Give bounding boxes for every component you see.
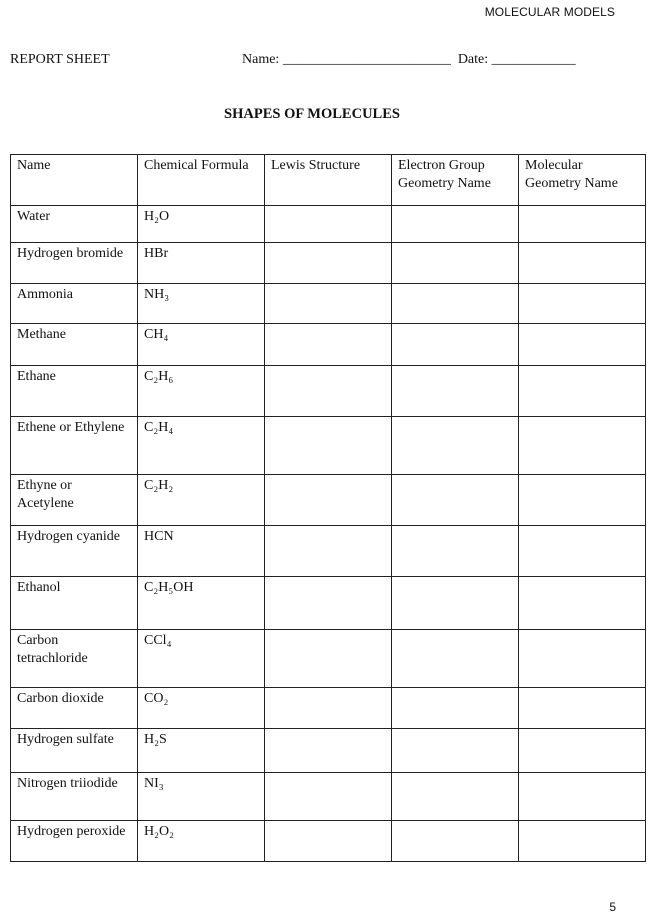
chemical-formula-cell: C₂H₆ bbox=[138, 366, 265, 417]
molecule-name-cell: Water bbox=[11, 206, 138, 243]
molecular-geometry-cell[interactable] bbox=[519, 324, 646, 366]
chemical-formula-cell: CH₄ bbox=[138, 324, 265, 366]
electron-geometry-cell[interactable] bbox=[392, 206, 519, 243]
electron-geometry-cell[interactable] bbox=[392, 821, 519, 862]
table-row bbox=[11, 475, 646, 526]
chemical-formula-cell: CO₂ bbox=[138, 688, 265, 729]
table-row bbox=[11, 284, 646, 324]
electron-geometry-cell[interactable] bbox=[392, 284, 519, 324]
molecule-name-cell: Ethane bbox=[11, 366, 138, 417]
molecule-name-cell: Hydrogen sulfate bbox=[11, 729, 138, 773]
molecule-name-cell: Ethyne or Acetylene bbox=[11, 475, 138, 526]
lewis-structure-cell[interactable] bbox=[265, 821, 392, 862]
chemical-formula-cell: CCl₄ bbox=[138, 630, 265, 688]
molecule-name-cell: Carbon dioxide bbox=[11, 688, 138, 729]
table-row bbox=[11, 366, 646, 417]
electron-geometry-cell[interactable] bbox=[392, 729, 519, 773]
lewis-structure-cell[interactable] bbox=[265, 729, 392, 773]
electron-geometry-cell[interactable] bbox=[392, 688, 519, 729]
column-header-molecular-geometry: Molecular Geometry Name bbox=[519, 155, 646, 206]
molecular-geometry-cell[interactable] bbox=[519, 284, 646, 324]
lewis-structure-cell[interactable] bbox=[265, 206, 392, 243]
chemical-formula-cell: NH₃ bbox=[138, 284, 265, 324]
table-row bbox=[11, 577, 646, 630]
molecular-geometry-cell[interactable] bbox=[519, 526, 646, 577]
chemical-formula-cell: C₂H₅OH bbox=[138, 577, 265, 630]
table-row bbox=[11, 324, 646, 366]
chemical-formula-cell: H₂O₂ bbox=[138, 821, 265, 862]
lewis-structure-cell[interactable] bbox=[265, 526, 392, 577]
molecular-geometry-cell[interactable] bbox=[519, 206, 646, 243]
molecule-name-cell: Hydrogen bromide bbox=[11, 243, 138, 284]
table-row bbox=[11, 206, 646, 243]
running-head: MOLECULAR MODELS bbox=[484, 5, 615, 19]
lewis-structure-cell[interactable] bbox=[265, 475, 392, 526]
table-header-row bbox=[11, 155, 646, 206]
column-header-formula: Chemical Formula bbox=[138, 155, 265, 206]
molecule-name-cell: Nitrogen triiodide bbox=[11, 773, 138, 821]
molecule-name-cell: Ethanol bbox=[11, 577, 138, 630]
molecular-geometry-cell[interactable] bbox=[519, 773, 646, 821]
lewis-structure-cell[interactable] bbox=[265, 366, 392, 417]
molecule-name-cell: Methane bbox=[11, 324, 138, 366]
molecular-geometry-cell[interactable] bbox=[519, 417, 646, 475]
chemical-formula-cell: C₂H₂ bbox=[138, 475, 265, 526]
name-date-line: Name: ________________________ Date: ____________ bbox=[242, 52, 576, 67]
table-row bbox=[11, 821, 646, 862]
table-row bbox=[11, 688, 646, 729]
chemical-formula-cell: C₂H₄ bbox=[138, 417, 265, 475]
table-row bbox=[11, 417, 646, 475]
table-row bbox=[11, 729, 646, 773]
electron-geometry-cell[interactable] bbox=[392, 366, 519, 417]
lewis-structure-cell[interactable] bbox=[265, 773, 392, 821]
page-title: SHAPES OF MOLECULES bbox=[224, 106, 400, 122]
electron-geometry-cell[interactable] bbox=[392, 324, 519, 366]
lewis-structure-cell[interactable] bbox=[265, 417, 392, 475]
chemical-formula-cell: HBr bbox=[138, 243, 265, 284]
molecular-geometry-cell[interactable] bbox=[519, 366, 646, 417]
table-row bbox=[11, 773, 646, 821]
lewis-structure-cell[interactable] bbox=[265, 243, 392, 284]
report-sheet-label: REPORT SHEET bbox=[10, 52, 110, 67]
electron-geometry-cell[interactable] bbox=[392, 475, 519, 526]
electron-geometry-cell[interactable] bbox=[392, 577, 519, 630]
column-header-lewis-structure: Lewis Structure bbox=[265, 155, 392, 206]
electron-geometry-cell[interactable] bbox=[392, 243, 519, 284]
lewis-structure-cell[interactable] bbox=[265, 688, 392, 729]
lewis-structure-cell[interactable] bbox=[265, 284, 392, 324]
column-header-electron-geometry: Electron Group Geometry Name bbox=[392, 155, 519, 206]
molecule-name-cell: Hydrogen peroxide bbox=[11, 821, 138, 862]
molecular-geometry-cell[interactable] bbox=[519, 688, 646, 729]
table-row bbox=[11, 243, 646, 284]
molecule-name-cell: Ethene or Ethylene bbox=[11, 417, 138, 475]
electron-geometry-cell[interactable] bbox=[392, 773, 519, 821]
chemical-formula-cell: H₂O bbox=[138, 206, 265, 243]
molecular-geometry-cell[interactable] bbox=[519, 475, 646, 526]
page-number: 5 bbox=[609, 900, 616, 914]
lewis-structure-cell[interactable] bbox=[265, 630, 392, 688]
molecule-name-cell: Ammonia bbox=[11, 284, 138, 324]
molecule-name-cell: Carbon tetrachloride bbox=[11, 630, 138, 688]
molecule-name-cell: Hydrogen cyanide bbox=[11, 526, 138, 577]
electron-geometry-cell[interactable] bbox=[392, 630, 519, 688]
lewis-structure-cell[interactable] bbox=[265, 577, 392, 630]
table-row bbox=[11, 526, 646, 577]
molecular-geometry-cell[interactable] bbox=[519, 577, 646, 630]
molecular-geometry-cell[interactable] bbox=[519, 729, 646, 773]
table-row bbox=[11, 630, 646, 688]
chemical-formula-cell: HCN bbox=[138, 526, 265, 577]
column-header-name: Name bbox=[11, 155, 138, 206]
chemical-formula-cell: H₂S bbox=[138, 729, 265, 773]
molecule-table bbox=[10, 154, 646, 862]
lewis-structure-cell[interactable] bbox=[265, 324, 392, 366]
molecular-geometry-cell[interactable] bbox=[519, 630, 646, 688]
molecular-geometry-cell[interactable] bbox=[519, 821, 646, 862]
electron-geometry-cell[interactable] bbox=[392, 526, 519, 577]
chemical-formula-cell: NI₃ bbox=[138, 773, 265, 821]
molecular-geometry-cell[interactable] bbox=[519, 243, 646, 284]
electron-geometry-cell[interactable] bbox=[392, 417, 519, 475]
